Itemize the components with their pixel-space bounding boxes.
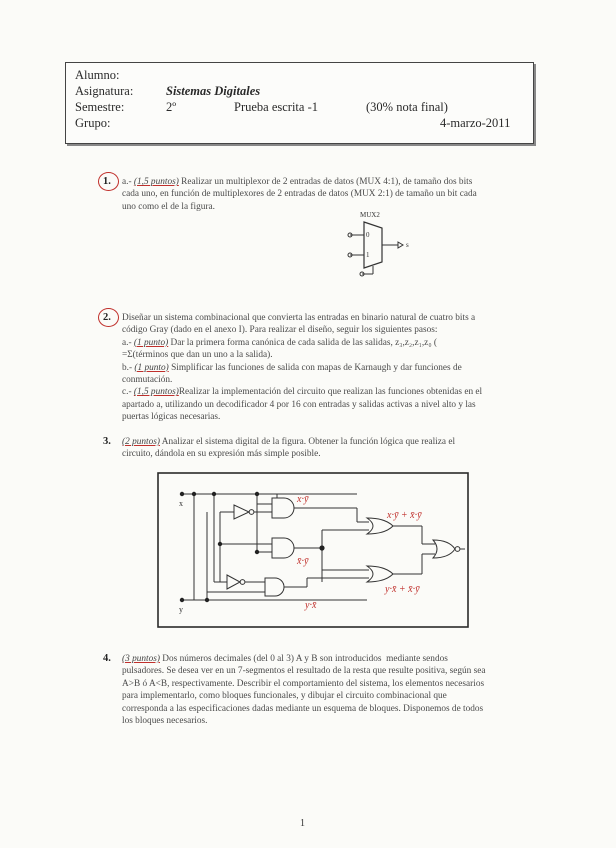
mux-output: s bbox=[406, 241, 409, 249]
q4-points: (3 puntos) bbox=[122, 654, 160, 664]
question-2-number: 2. bbox=[103, 312, 111, 324]
annotation-nxy: x̄·ȳ bbox=[297, 556, 309, 567]
q2-c-line-2: apartado a, utilizando un decodificador 4 por 16 con entradas y salidas activas a nivel alto y las bbox=[122, 399, 476, 410]
page-number: 1 bbox=[300, 818, 305, 829]
q4-line-6: los bloques necesarios. bbox=[122, 716, 208, 726]
q3-line-2: circuito, dándola en su expresión más simple posible. bbox=[122, 449, 321, 460]
red-circle-mark bbox=[98, 308, 119, 327]
q2-c-points: (1,5 puntos) bbox=[133, 387, 179, 398]
grupo-label: Grupo: bbox=[75, 116, 111, 130]
header-box bbox=[65, 62, 534, 144]
question-3-number: 3. bbox=[103, 436, 111, 447]
q2-line-1: Diseñar un sistema combinacional que convierta las entradas en binario natural de cuatro bits a bbox=[122, 313, 476, 323]
input-x-label: x bbox=[179, 499, 183, 508]
q1-points: (1,5 puntos) bbox=[133, 177, 179, 187]
semestre-label: Semestre: bbox=[75, 100, 125, 114]
q2-b-line-1: b.- (1 punto) Simplificar las funciones de salida con mapas de Karnaugh y dar funciones de bbox=[122, 362, 462, 373]
mux-label: MUX2 bbox=[360, 211, 380, 219]
annotation-yx: y·x̄ bbox=[305, 600, 317, 611]
semestre-value: 2º bbox=[166, 100, 177, 114]
nota-text: (30% nota final) bbox=[366, 100, 448, 114]
q1-line-1: a.- (1,5 puntos) Realizar un multiplexor de 2 entradas de datos (MUX 4:1), de tamaño dos bits bbox=[122, 177, 473, 187]
mux-input-0: 0 bbox=[366, 231, 370, 239]
q4-line-1: (3 puntos) Dos números decimales (del 0 al 3) A y B son introducidos mediante sendos bbox=[122, 654, 448, 664]
q3-points: (2 puntos) bbox=[122, 437, 160, 447]
q4-line-3: A>B ó A<B, respectivamente. Describir el comportamiento del sistema, los elementos necesarios bbox=[122, 678, 485, 689]
annotation-yx-or: y·x̄ + x̄·ȳ bbox=[385, 584, 420, 595]
red-circle-mark bbox=[98, 172, 119, 191]
q2-a-points: (1 punto) bbox=[133, 337, 169, 348]
q4-line-2: pulsadores. Se desea ver en un 7-segmentos el resultado de la resta que resulte positiva, según sea bbox=[122, 666, 486, 677]
q2-line-2: código Gray (dado en el anexo I). Para realizar el diseño, seguir los siguientes pasos: bbox=[122, 325, 438, 336]
input-y-label: y bbox=[179, 605, 183, 614]
q2-b-line-2: conmutación. bbox=[122, 375, 173, 385]
mux-input-1: 1 bbox=[366, 251, 370, 259]
q3-line-1: (2 puntos) Analizar el sistema digital de la figura. Obtener la función lógica que realiza el bbox=[122, 437, 456, 447]
asignatura-value: Sistemas Digitales bbox=[166, 84, 261, 98]
alumno-label: Alumno: bbox=[75, 68, 120, 82]
fecha-text: 4-marzo-2011 bbox=[440, 116, 511, 130]
q2-c-line-3: puertas lógicas necesarias. bbox=[122, 412, 221, 423]
logic-circuit-figure bbox=[157, 472, 469, 628]
q4-line-4: para implementarlo, como bloques funcionales, y dibujar el circuito combinacional que bbox=[122, 691, 447, 702]
q1-line-3: uno como el de la figura. bbox=[122, 201, 215, 212]
mux-body bbox=[364, 222, 382, 268]
q2-c-line-1: c.- (1,5 puntos)Realizar la implementación del circuito que realizan las funciones obtenidas en el bbox=[122, 387, 483, 398]
asignatura-label: Asignatura: bbox=[75, 84, 134, 98]
annotation-xy-or: x·ȳ + x̄·ȳ bbox=[387, 510, 422, 521]
question-1-number: 1. bbox=[103, 176, 111, 188]
q2-a-line-1: a.- (1 punto) Dar la primera forma canónica de cada salida de las salidas, z₃,z₂,z₁,z₀ ( bbox=[122, 337, 437, 348]
q2-b-points: (1 punto) bbox=[134, 362, 169, 373]
q4-line-5: corresponda a las especificaciones dadas mediante un esquema de bloques. Disponemos de todos bbox=[122, 703, 484, 714]
mux-figure bbox=[340, 210, 420, 280]
q2-a-line-2: =Σ(términos que dan un uno a la salida). bbox=[122, 350, 273, 361]
annotation-xy: x·ȳ bbox=[297, 494, 309, 505]
prueba-title: Prueba escrita -1 bbox=[234, 100, 318, 114]
question-4-number: 4. bbox=[103, 653, 111, 664]
q1-line-2: cada uno, en función de multiplexores de 2 entradas de datos (MUX 2:1) de tamaño un bit cada bbox=[122, 189, 477, 200]
